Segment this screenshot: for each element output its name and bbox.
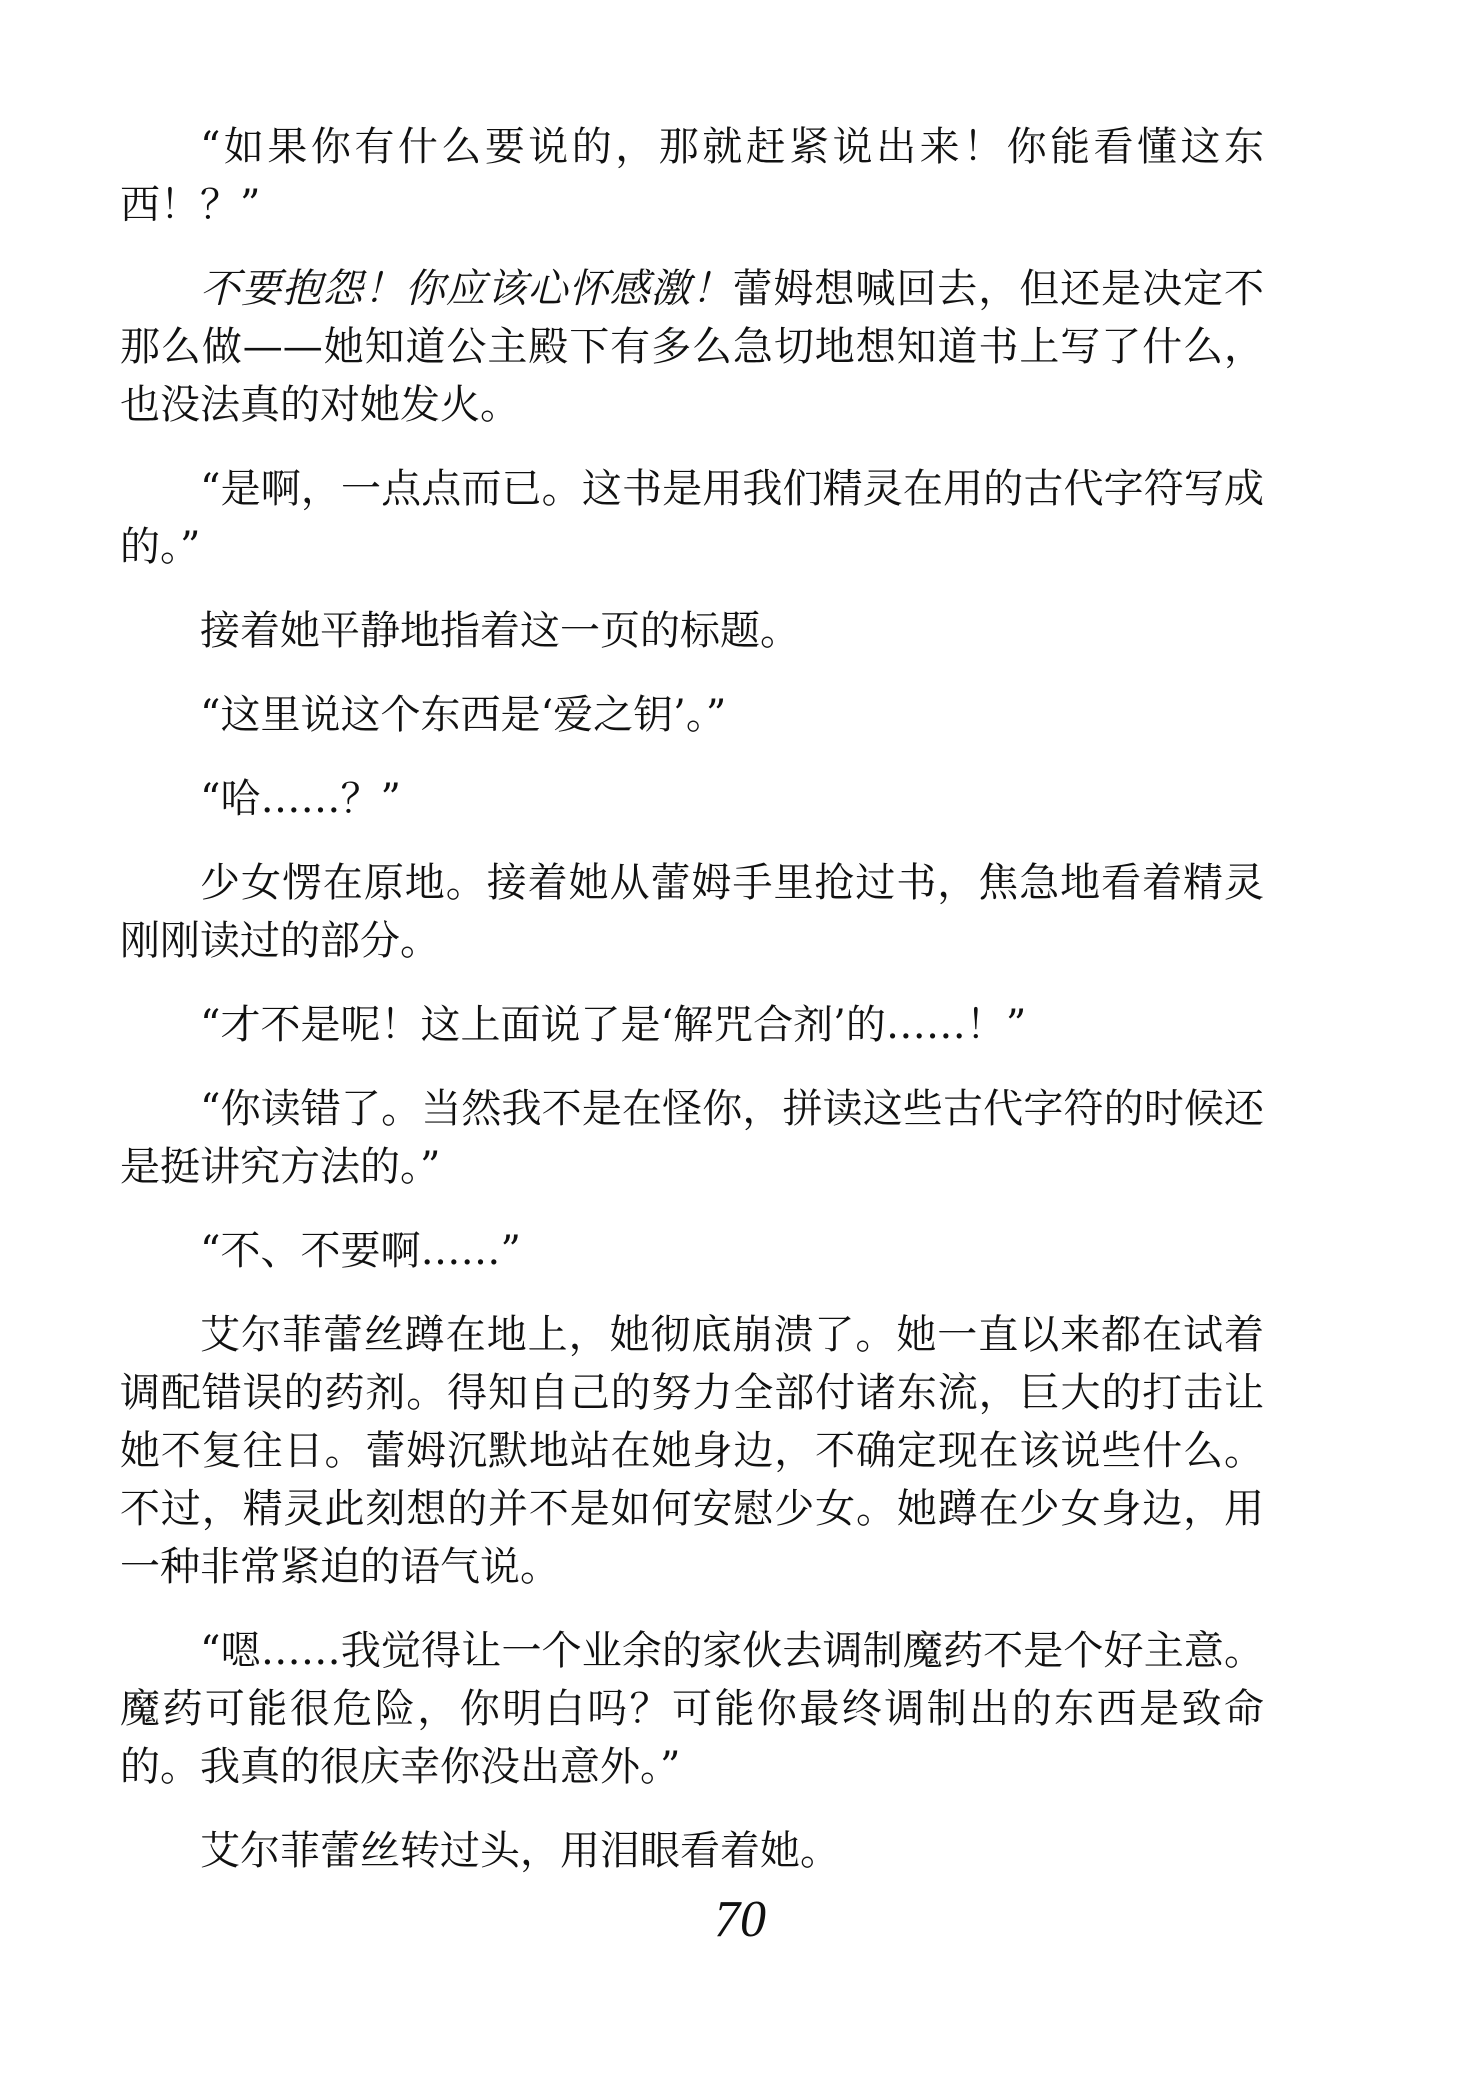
paragraph-1: “如果你有什么要说的，那就赶紧说出来！你能看懂这东西！？” bbox=[120, 124, 1264, 228]
paragraph-11: 艾尔菲蕾丝蹲在地上，她彻底崩溃了。她一直以来都在试着调配错误的药剂。得知自己的努力全部付诸东流，巨大的打击让她不复往日。蕾姆沉默地站在她身边，不确定现在该说些什么。不过，精灵此刻想的并不是如何安慰少女。她蹲在少女身边，用一种非常紧迫的语气说。 bbox=[120, 1312, 1264, 1590]
paragraph-9: “你读错了。当然我不是在怪你，拼读这些古代字符的时候还是挺讲究方法的。” bbox=[120, 1086, 1264, 1190]
paragraph-7: 少女愣在原地。接着她从蕾姆手里抢过书，焦急地看着精灵刚刚读过的部分。 bbox=[120, 860, 1264, 964]
paragraph-13: 艾尔菲蕾丝转过头，用泪眼看着她。 bbox=[200, 1828, 840, 1874]
paragraph-12: “嗯……我觉得让一个业余的家伙去调制魔药不是个好主意。魔药可能很危险，你明白吗？可能你最终调制出的东西是致命的。我真的很庆幸你没出意外。” bbox=[120, 1628, 1264, 1790]
paragraph-3: “是啊，一点点而已。这书是用我们精灵在用的古代字符写成的。” bbox=[120, 466, 1264, 570]
paragraph-2-rest: 蕾姆想喊回去，但还是决定不那么做——她知道公主殿下有多么急切地想知道书上写了什么，也没法真的对她发火。 bbox=[120, 266, 1265, 428]
paragraph-2 bbox=[120, 260, 1264, 434]
body-text bbox=[120, 118, 1264, 1906]
paragraph-10: “不、不要啊……” bbox=[200, 1228, 521, 1274]
paragraph-6: “哈……？” bbox=[200, 776, 401, 822]
italic-emphasis: 不要抱怨！你应该心怀感激！ bbox=[200, 266, 733, 312]
page-number: 70 bbox=[714, 1891, 766, 1948]
paragraph-5: “这里说这个东西是‘爱之钥’。” bbox=[200, 692, 727, 738]
paragraph-4: 接着她平静地指着这一页的标题。 bbox=[200, 608, 800, 654]
paragraph-8: “才不是呢！这上面说了是‘解咒合剂’的……！” bbox=[200, 1002, 1027, 1048]
